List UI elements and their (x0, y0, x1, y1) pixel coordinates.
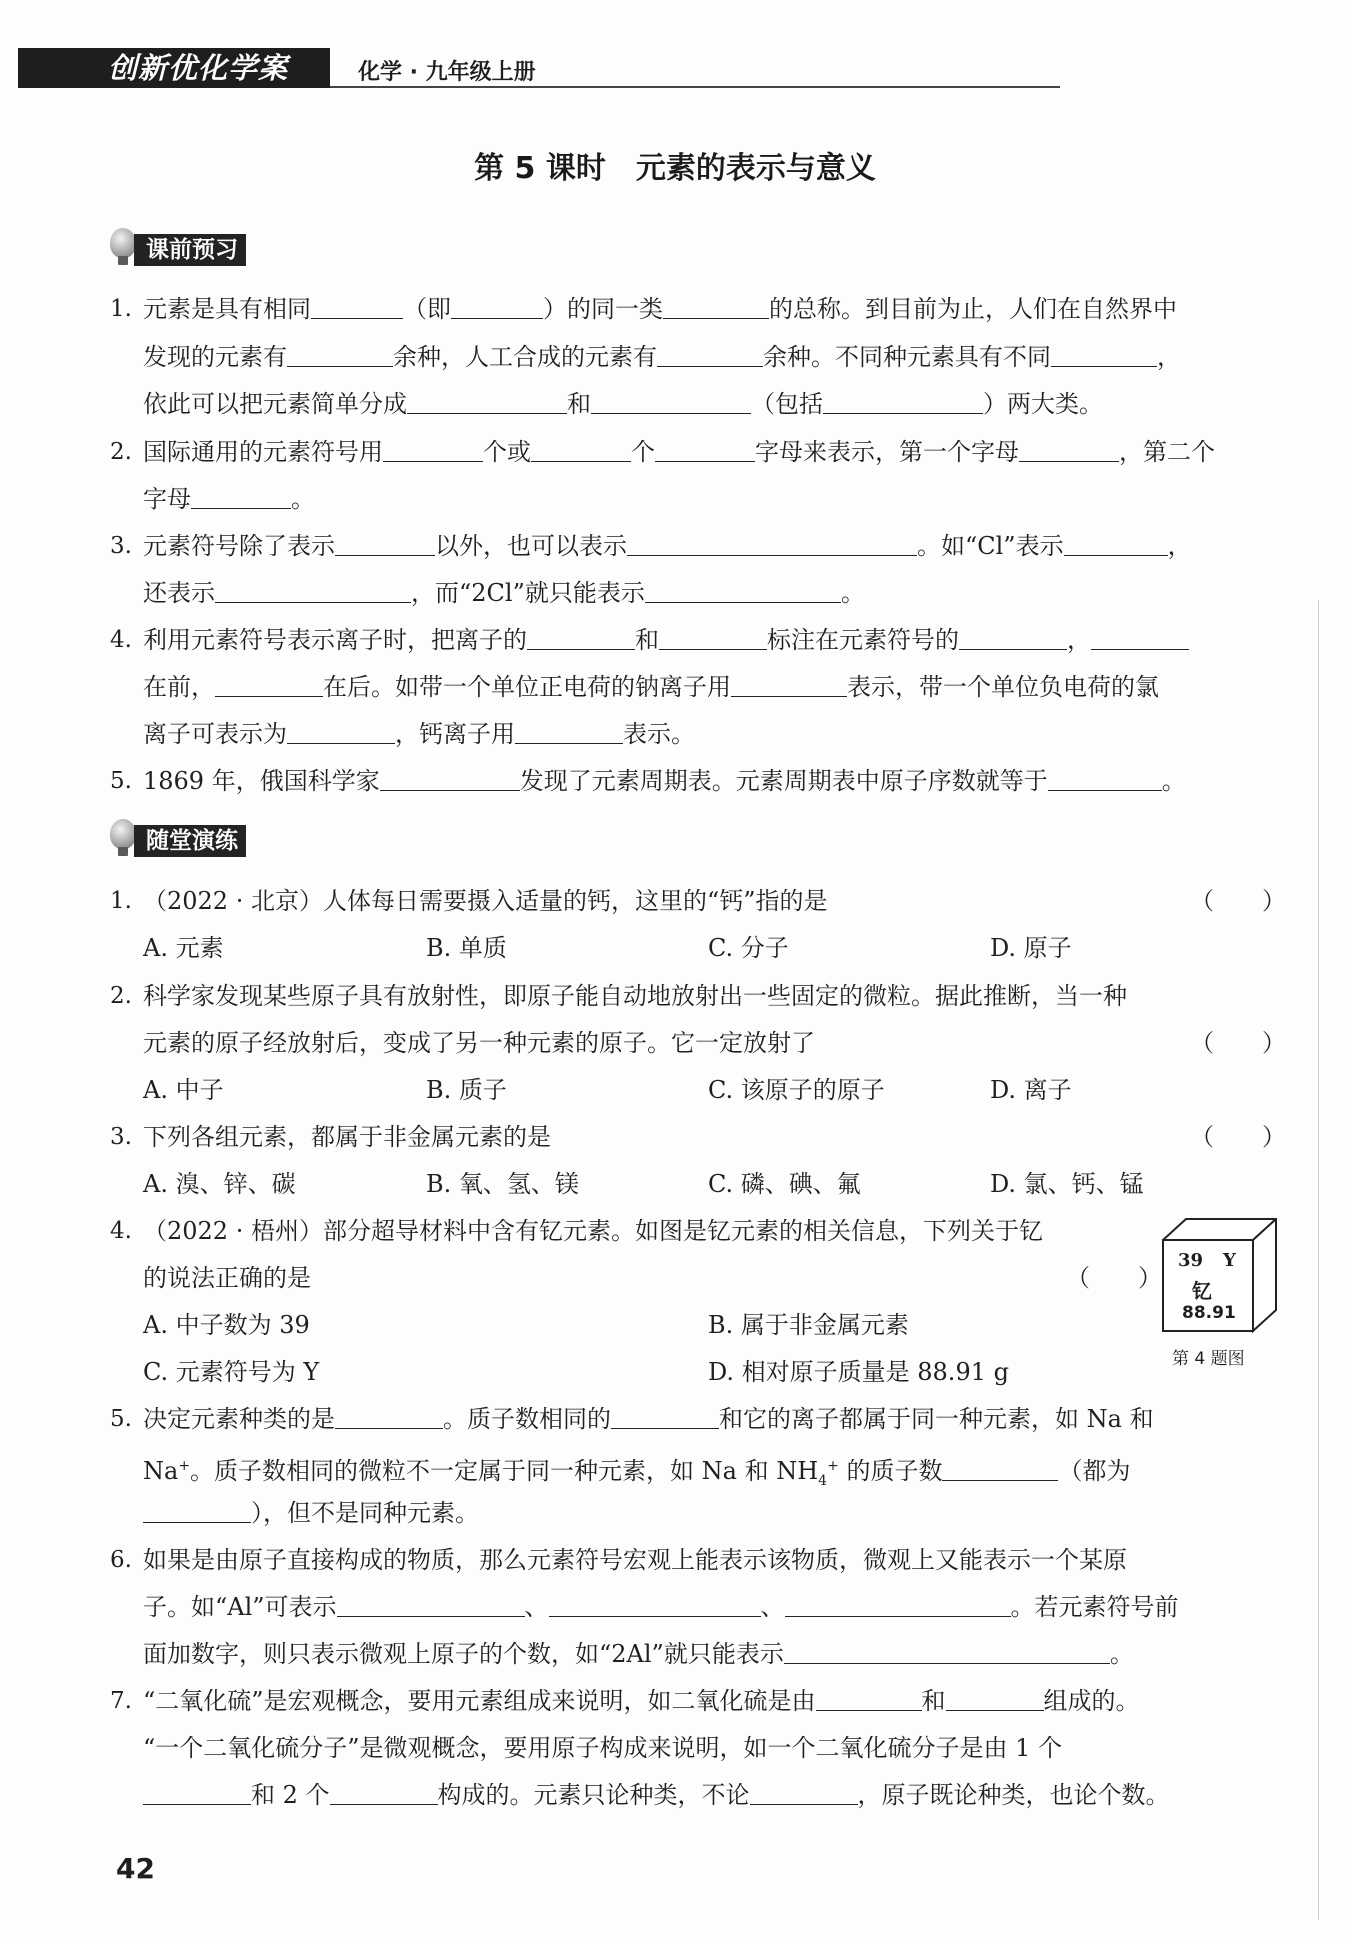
answer-blank[interactable] (942, 1456, 1058, 1481)
element-symbol: Y (1223, 1250, 1236, 1271)
preview-q2-line2: 字母 。 (143, 485, 315, 513)
answer-blank[interactable] (215, 672, 323, 697)
question-number: 2. (110, 439, 132, 465)
header-rule (330, 86, 1060, 88)
lightbulb-icon (110, 819, 136, 849)
answer-blank[interactable] (380, 766, 520, 791)
answer-blank[interactable] (645, 578, 841, 603)
practice-q7-line3: 和 2 个 构成的。元素只论种类，不论 ，原子既论种类，也论个数。 (143, 1778, 1170, 1812)
answer-blank[interactable] (946, 1686, 1044, 1711)
section-label: 随堂演练 (134, 825, 246, 857)
preview-q1-line1: 元素是具有相同 （即 ）的同一类 的总称。到目前为止，人们在自然界中 (143, 295, 1177, 323)
answer-blank[interactable] (215, 578, 411, 603)
answer-blank[interactable] (383, 437, 483, 462)
answer-blank[interactable] (515, 719, 623, 744)
question-number: 1. (110, 296, 132, 322)
section-label: 课前预习 (134, 234, 246, 266)
answer-blank[interactable] (785, 1592, 1011, 1617)
answer-blank[interactable] (1048, 766, 1162, 791)
practice-q5-line3: ），但不是同种元素。 (143, 1496, 479, 1530)
answer-blank[interactable] (663, 294, 769, 319)
answer-blank[interactable] (407, 389, 567, 414)
answer-blank[interactable] (337, 1592, 525, 1617)
answer-parenthesis[interactable]: （ ） (1066, 1264, 1162, 1292)
answer-blank[interactable] (1064, 531, 1168, 556)
answer-blank[interactable] (527, 625, 635, 650)
question-number: 4. (110, 627, 132, 653)
practice-q1-stem: （2022 · 北京）人体每日需要摄入适量的钙，这里的“钙”指的是 (143, 887, 828, 915)
answer-blank[interactable] (549, 1592, 761, 1617)
answer-blank[interactable] (1019, 437, 1119, 462)
preview-q1-line3: 依此可以把元素简单分成 和 （包括 ）两大类。 (143, 390, 1103, 418)
question-number: 3. (110, 1124, 132, 1150)
option-d[interactable]: D. 原子 (990, 934, 1072, 962)
practice-q4-stem1: （2022 · 梧州）部分超导材料中含有钇元素。如图是钇元素的相关信息，下列关于钇 (143, 1217, 1043, 1245)
page-edge-rule (1318, 600, 1319, 1920)
question-number: 6. (110, 1547, 132, 1573)
question-number: 3. (110, 533, 132, 559)
answer-parenthesis[interactable]: （ ） (1190, 1029, 1286, 1057)
answer-blank[interactable] (143, 1498, 251, 1523)
answer-parenthesis[interactable]: （ ） (1190, 1123, 1286, 1151)
preview-q4-line1: 利用元素符号表示离子时，把离子的 和 标注在元素符号的 ， (143, 623, 1189, 657)
option-a[interactable]: A. 元素 (143, 934, 224, 962)
answer-blank[interactable] (816, 1686, 922, 1711)
practice-q2-stem2: 元素的原子经放射后，变成了另一种元素的原子。它一定放射了 (143, 1029, 815, 1057)
option-d[interactable]: D. 离子 (990, 1076, 1072, 1104)
option-b[interactable]: B. 质子 (426, 1076, 507, 1104)
answer-blank[interactable] (611, 1404, 719, 1429)
preview-q2-line1: 国际通用的元素符号用 个或 个 字母来表示，第一个字母 ，第二个 (143, 438, 1215, 466)
page-number: 42 (116, 1852, 155, 1885)
practice-q3-stem: 下列各组元素，都属于非金属元素的是 (143, 1123, 551, 1151)
element-name: 钇 (1192, 1279, 1212, 1303)
option-c[interactable]: C. 元素符号为 Y (143, 1358, 320, 1386)
answer-blank[interactable] (823, 389, 983, 414)
question-number: 5. (110, 768, 132, 794)
answer-blank[interactable] (335, 1404, 443, 1429)
option-b[interactable]: B. 属于非金属元素 (708, 1311, 909, 1339)
answer-blank[interactable] (531, 437, 631, 462)
lesson-title: 第 5 课时 元素的表示与意义 (474, 151, 876, 186)
option-c[interactable]: C. 磷、碘、氟 (708, 1170, 861, 1198)
option-a[interactable]: A. 中子数为 39 (143, 1311, 310, 1339)
answer-blank[interactable] (959, 625, 1067, 650)
atomic-mass: 88.91 (1182, 1303, 1236, 1323)
answer-blank[interactable] (287, 719, 395, 744)
practice-q5-line2: Na+。质子数相同的微粒不一定属于同一种元素，如 Na 和 $NH_4^+$ 的质子数 （都为 (143, 1457, 1131, 1489)
answer-blank[interactable] (591, 389, 751, 414)
question-number: 2. (110, 983, 132, 1009)
option-c[interactable]: C. 该原子的原子 (708, 1076, 885, 1104)
practice-q6-line2: 子。如“Al”可表示 、 、 。若元素符号前 (143, 1593, 1179, 1621)
answer-blank[interactable] (657, 342, 763, 367)
option-d[interactable]: D. 相对原子质量是 88.91 g (708, 1358, 1009, 1386)
option-c[interactable]: C. 分子 (708, 934, 789, 962)
answer-blank[interactable] (191, 484, 291, 509)
option-a[interactable]: A. 中子 (143, 1076, 224, 1104)
practice-q6-line1: 如果是由原子直接构成的物质，那么元素符号宏观上能表示该物质，微观上又能表示一个某原 (143, 1546, 1127, 1574)
practice-q7-line2: “一个二氧化硫分子”是微观概念，要用原子构成来说明，如一个二氧化硫分子是由 1 个 (143, 1734, 1063, 1762)
answer-blank[interactable] (750, 1780, 858, 1805)
practice-q6-line3: 面加数字，则只表示微观上原子的个数，如“2Al”就只能表示 。 (143, 1640, 1134, 1668)
preview-q3-line1: 元素符号除了表示 以外，也可以表示 。如“Cl”表示 ， (143, 532, 1192, 560)
question-number: 7. (110, 1688, 132, 1714)
practice-q7-line1: “二氧化硫”是宏观概念，要用元素组成来说明，如二氧化硫是由 和 组成的。 (143, 1687, 1140, 1715)
option-d[interactable]: D. 氯、钙、锰 (990, 1170, 1144, 1198)
option-b[interactable]: B. 氧、氢、镁 (426, 1170, 579, 1198)
question-number: 5. (110, 1406, 132, 1432)
answer-blank[interactable] (784, 1639, 1110, 1664)
practice-q4-stem2: 的说法正确的是 (143, 1264, 311, 1292)
answer-blank[interactable] (659, 625, 767, 650)
preview-q3-line2: 还表示 ，而“2Cl”就只能表示 。 (143, 579, 865, 607)
answer-blank[interactable] (143, 1780, 251, 1805)
option-b[interactable]: B. 单质 (426, 934, 507, 962)
question-number: 4. (110, 1218, 132, 1244)
preview-q4-line3: 离子可表示为 ，钙离子用 表示。 (143, 720, 695, 748)
practice-q2-stem1: 科学家发现某些原子具有放射性，即原子能自动地放射出一些固定的微粒。据此推断，当一种 (143, 982, 1127, 1010)
answer-blank[interactable] (1091, 625, 1189, 650)
answer-parenthesis[interactable]: （ ） (1190, 887, 1286, 915)
atomic-number: 39 (1178, 1250, 1204, 1271)
preview-q4-line2: 在前， 在后。如带一个单位正电荷的钠离子用 表示，带一个单位负电荷的氯 (143, 673, 1159, 701)
answer-blank[interactable] (731, 672, 847, 697)
answer-blank[interactable] (287, 342, 393, 367)
answer-blank[interactable] (627, 531, 917, 556)
question-number: 1. (110, 888, 132, 914)
answer-blank[interactable] (335, 531, 435, 556)
practice-q5-line1: 决定元素种类的是 。质子数相同的 和它的离子都属于同一种元素，如 Na 和 (143, 1405, 1154, 1433)
preview-q5-line1: 1869 年，俄国科学家 发现了元素周期表。元素周期表中原子序数就等于 。 (143, 767, 1186, 795)
lightbulb-icon (110, 228, 136, 258)
answer-blank[interactable] (330, 1780, 438, 1805)
option-a[interactable]: A. 溴、锌、碳 (143, 1170, 296, 1198)
brand-logo: 创新优化学案 (108, 51, 289, 85)
figure-caption: 第 4 题图 (1172, 1349, 1245, 1369)
preview-q1-line2: 发现的元素有 余种，人工合成的元素有 余种。不同种元素具有不同 ， (143, 343, 1181, 371)
answer-blank[interactable] (655, 437, 755, 462)
answer-blank[interactable] (451, 294, 543, 319)
book-subtitle: 化学 · 九年级上册 (358, 60, 536, 85)
answer-blank[interactable] (1051, 342, 1157, 367)
answer-blank[interactable] (311, 294, 403, 319)
